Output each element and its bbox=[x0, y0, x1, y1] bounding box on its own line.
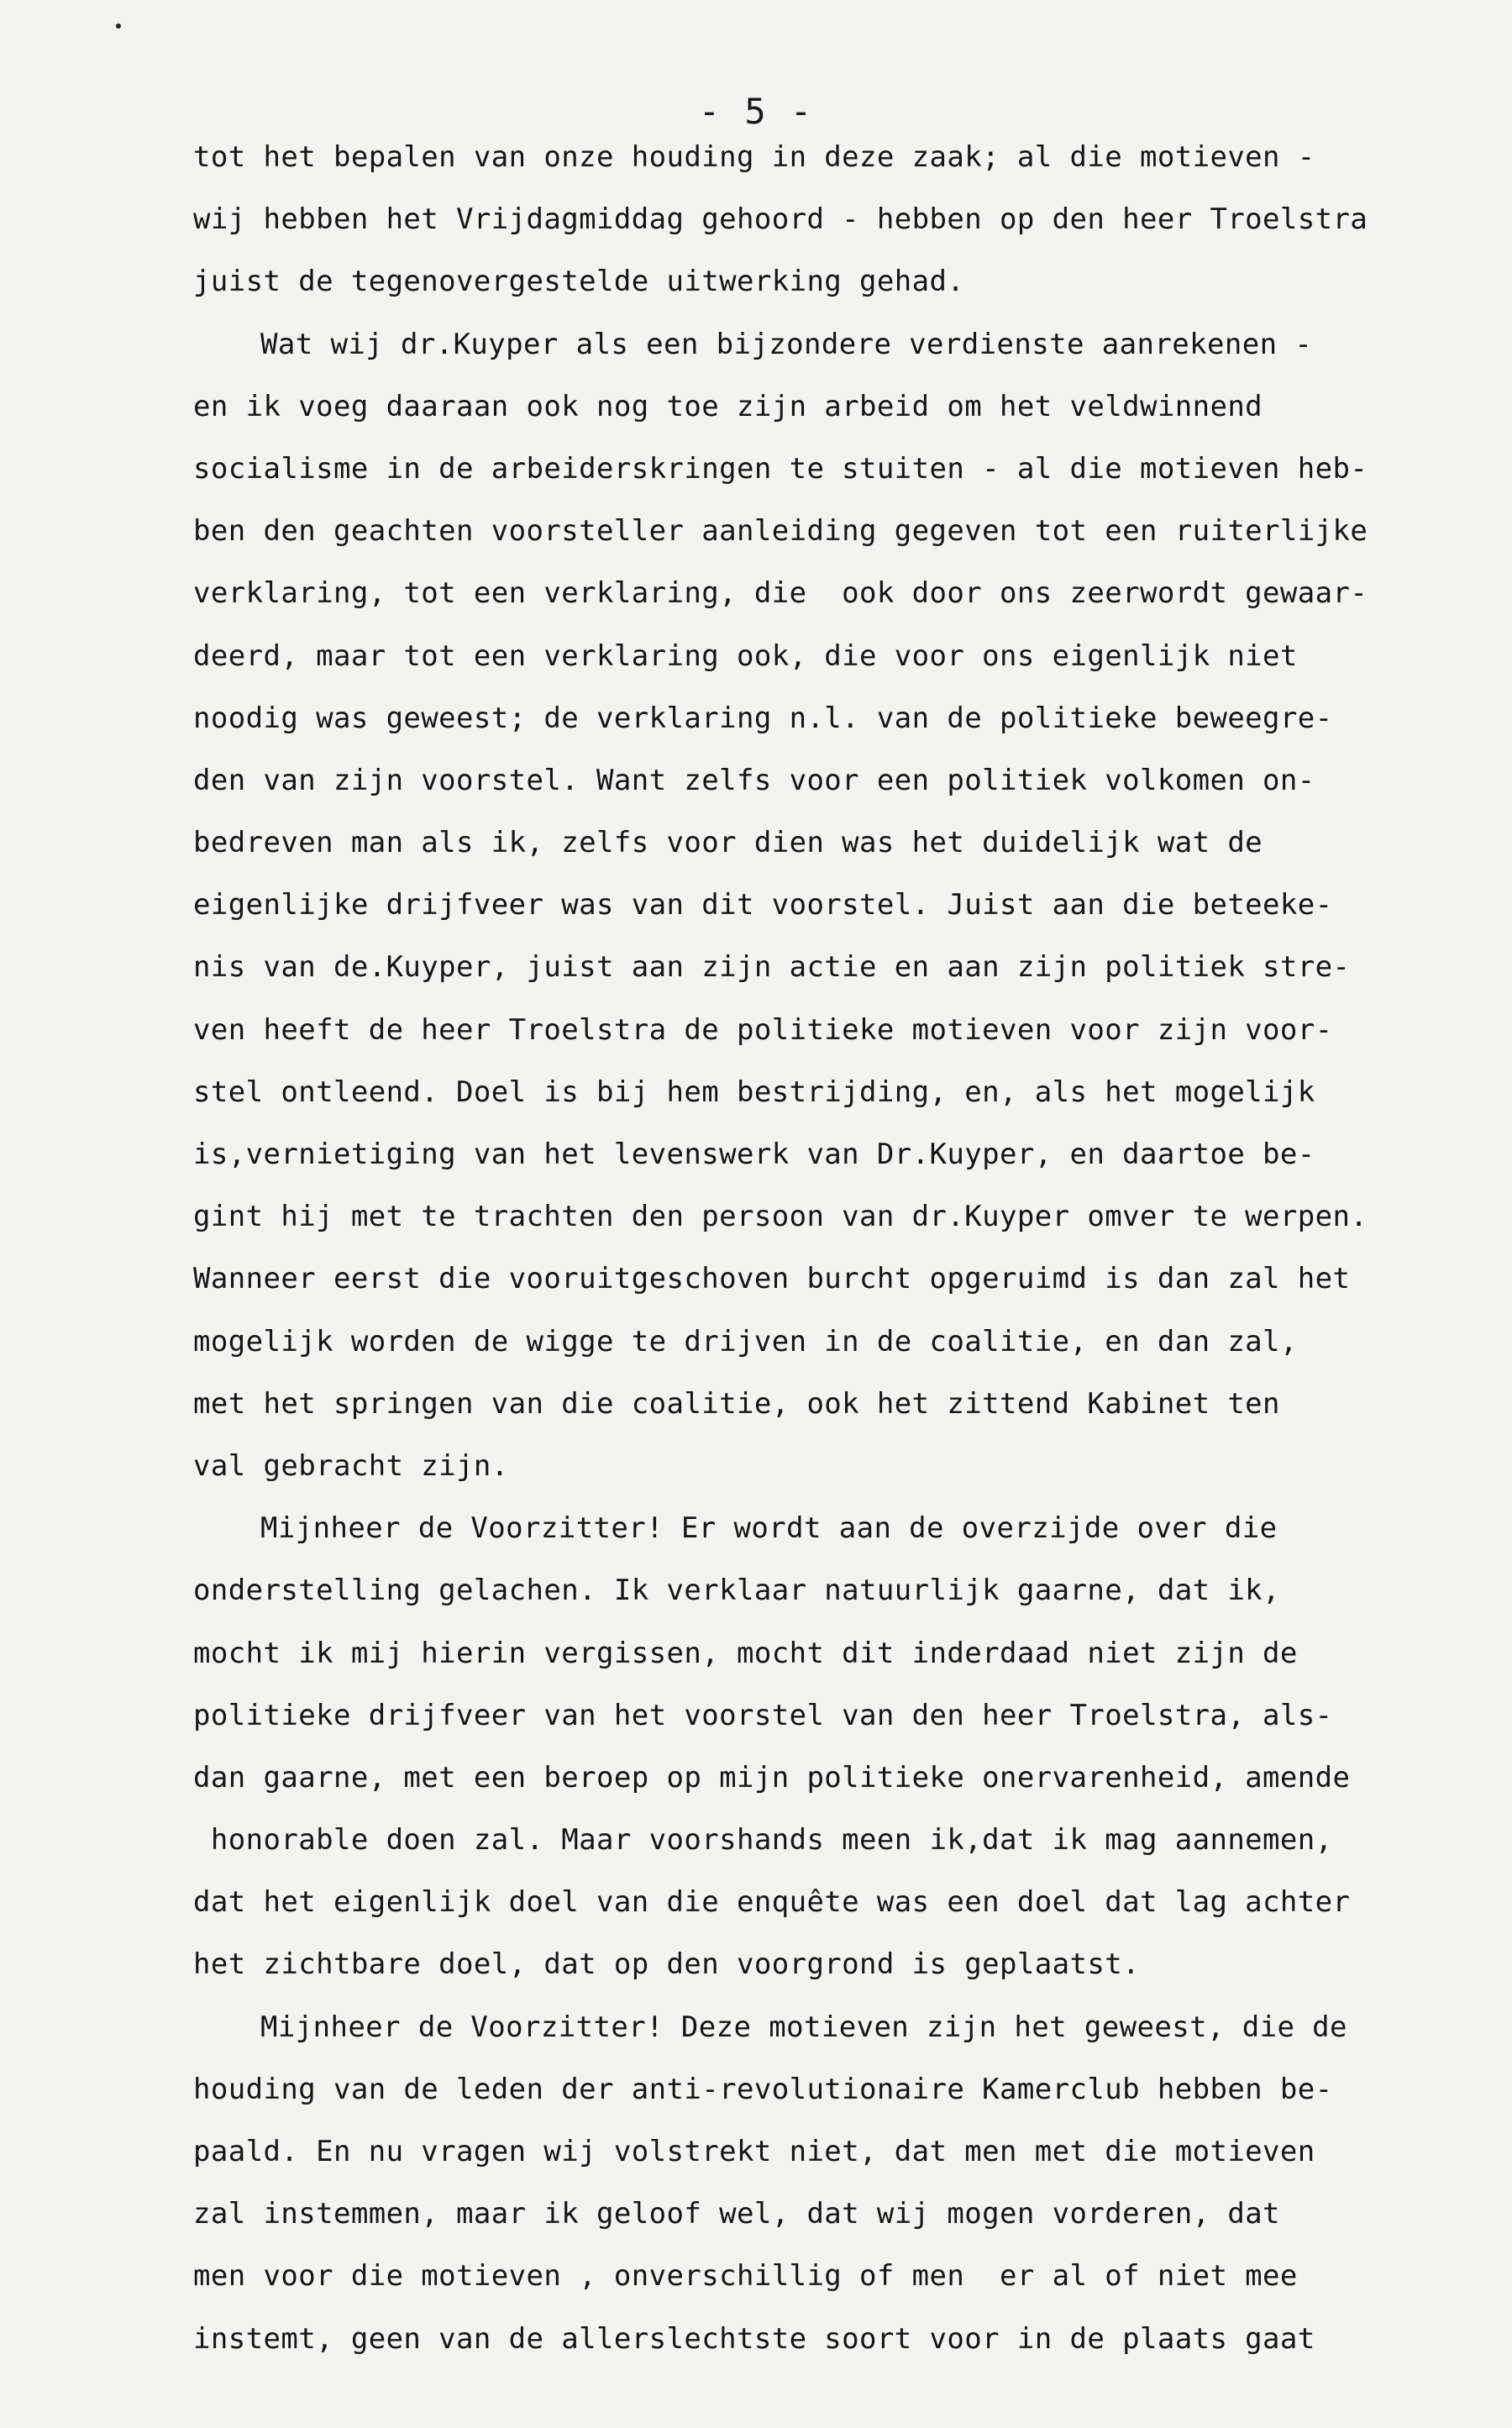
text-line: ben den geachten voorsteller aanleiding gegeven tot een ruiterlijke bbox=[193, 514, 1368, 549]
text-line: zal instemmen, maar ik geloof wel, dat wij mogen vorderen, dat bbox=[193, 2197, 1280, 2231]
text-line: politieke drijfveer van het voorstel van den heer Troelstra, als- bbox=[193, 1698, 1333, 1732]
text-line: ven heeft de heer Troelstra de politieke motieven voor zijn voor- bbox=[193, 1012, 1333, 1047]
text-line: deerd, maar tot een verklaring ook, die voor ons eigenlijk niet bbox=[193, 639, 1298, 673]
text-line: en ik voeg daaraan ook nog toe zijn arbeid om het veldwinnend bbox=[193, 389, 1263, 423]
text-line: tot het bepalen van onze houding in deze zaak; al die motieven - bbox=[193, 140, 1315, 174]
text-line: socialisme in de arbeiderskringen te stuiten - al die motieven heb- bbox=[193, 451, 1368, 486]
text-line: stel ontleend. Doel is bij hem bestrijding, en, als het mogelijk bbox=[193, 1075, 1315, 1109]
paper-speck bbox=[116, 24, 121, 29]
text-line: mocht ik mij hierin vergissen, mocht dit inderdaad niet zijn de bbox=[193, 1636, 1298, 1670]
text-line: is,vernietiging van het levenswerk van Dr.Kuyper, en daartoe be- bbox=[193, 1138, 1315, 1171]
text-line: dan gaarne, met een beroep op mijn politieke onervarenheid, amende bbox=[193, 1760, 1351, 1795]
text-line: verklaring, tot een verklaring, die ook door ons zeerwordt gewaar- bbox=[193, 576, 1368, 611]
text-line: Wanneer eerst die vooruitgeschoven burcht opgeruimd is dan zal het bbox=[193, 1262, 1351, 1296]
text-line: Mijnheer de Voorzitter! Deze motieven zijn het geweest, die de bbox=[260, 2010, 1347, 2044]
text-line: juist de tegenovergestelde uitwerking gehad. bbox=[193, 265, 965, 299]
page-number: - 5 - bbox=[698, 91, 814, 132]
text-line: eigenlijke drijfveer was van dit voorstel. Juist aan die beteeke- bbox=[193, 888, 1333, 922]
text-line: mogelijk worden de wigge te drijven in de coalitie, en dan zal, bbox=[193, 1324, 1298, 1359]
text-line: wij hebben het Vrijdagmiddag gehoord - hebben op den heer Troelstra bbox=[193, 202, 1368, 237]
text-line: het zichtbare doel, dat op den voorgrond is geplaatst. bbox=[193, 1947, 1140, 1982]
text-line: Mijnheer de Voorzitter! Er wordt aan de overzijde over die bbox=[260, 1511, 1278, 1546]
text-line: den van zijn voorstel. Want zelfs voor een politiek volkomen on- bbox=[193, 763, 1315, 797]
text-line: met het springen van die coalitie, ook het zittend Kabinet ten bbox=[193, 1386, 1280, 1421]
text-line: bedreven man als ik, zelfs voor dien was het duidelijk wat de bbox=[193, 826, 1263, 860]
text-line: nis van de.Kuyper, juist aan zijn actie en aan zijn politiek stre- bbox=[193, 950, 1351, 985]
text-line: val gebracht zijn. bbox=[193, 1448, 509, 1483]
text-line: houding van de leden der anti-revolutionaire Kamerclub hebben be- bbox=[193, 2072, 1333, 2106]
typed-text-body bbox=[193, 126, 1504, 2370]
text-line: instemt, geen van de allerslechtste soort voor in de plaats gaat bbox=[193, 2321, 1315, 2356]
text-line: paald. En nu vragen wij volstrekt niet, dat men met die motieven bbox=[193, 2135, 1315, 2168]
text-line: Wat wij dr.Kuyper als een bijzondere verdienste aanrekenen - bbox=[260, 327, 1313, 361]
text-line: men voor die motieven , onverschillig of men er al of niet mee bbox=[193, 2259, 1298, 2294]
text-line: dat het eigenlijk doel van die enquête was een doel dat lag achter bbox=[193, 1885, 1351, 1920]
text-line: onderstelling gelachen. Ik verklaar natuurlijk gaarne, dat ik, bbox=[193, 1574, 1280, 1608]
text-line: noodig was geweest; de verklaring n.l. van de politieke beweegre- bbox=[193, 701, 1333, 735]
text-line: gint hij met te trachten den persoon van dr.Kuyper omver te werpen. bbox=[193, 1200, 1368, 1234]
text-line: honorable doen zal. Maar voorshands meen ik,dat ik mag aannemen, bbox=[193, 1823, 1333, 1858]
